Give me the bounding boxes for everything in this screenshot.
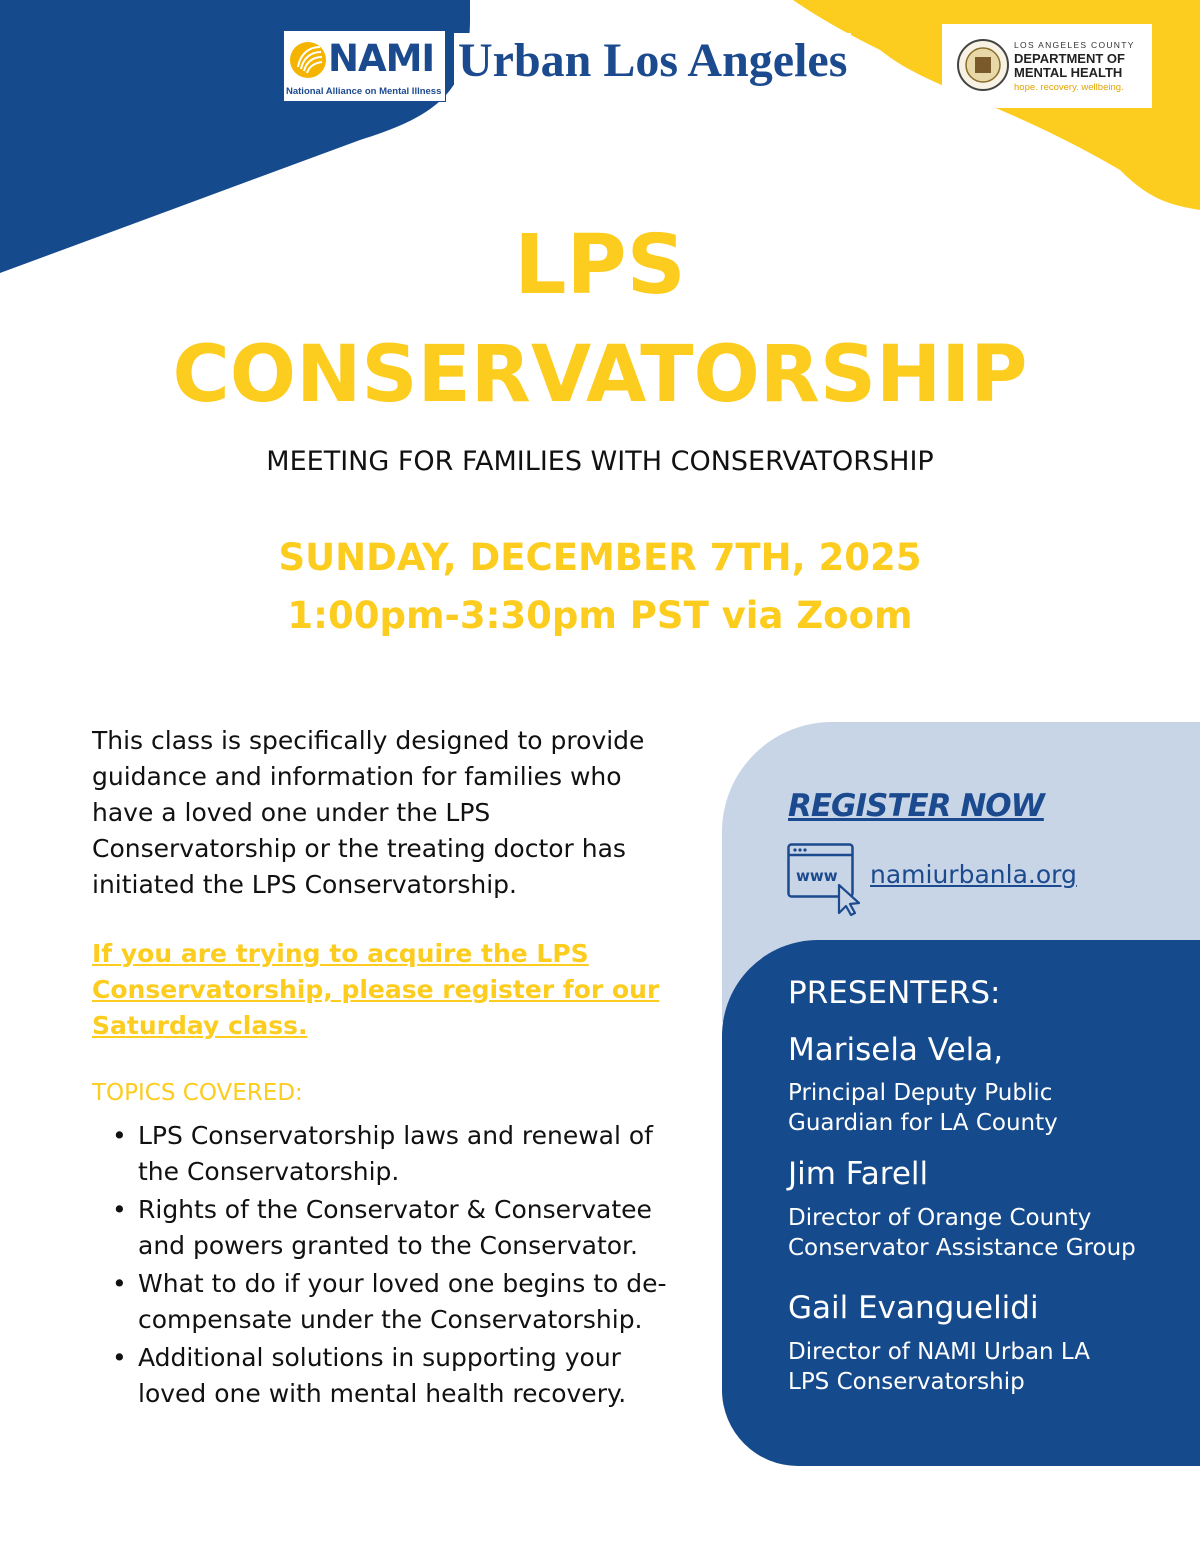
nami-logo (283, 30, 446, 102)
presenter-role-line: LPS Conservatorship (788, 1369, 1025, 1395)
affiliate-name: Urban Los Angeles (454, 33, 851, 92)
event-time: 1:00pm-3:30pm PST via Zoom (287, 594, 913, 637)
topics-list (92, 1118, 672, 1414)
browser-www-icon (787, 843, 863, 917)
nami-tagline: National Alliance on Mental Illness (286, 86, 442, 97)
page-title-line2: CONSERVATORSHIP (172, 330, 1028, 420)
website-link[interactable]: namiurbanla.org (870, 860, 1077, 889)
presenter-role (788, 1203, 1136, 1263)
list-item (92, 1266, 672, 1338)
presenter-name: Marisela Vela, (788, 1032, 1004, 1068)
topic-text: LPS Conservatorship laws and renewal of the Conservatorship. (138, 1121, 653, 1186)
dmh-mental-health-line: MENTAL HEALTH (1014, 65, 1123, 80)
presenter-role-line: Director of Orange County (788, 1205, 1092, 1231)
list-item (92, 1340, 672, 1412)
bullet-icon: • (112, 1121, 127, 1150)
register-now-heading[interactable]: REGISTER NOW (788, 788, 1044, 824)
saturday-class-link[interactable]: If you are trying to acquire the LPS Conservatorship, please register for our Saturday class. (92, 939, 660, 1040)
presenter-role-line: Principal Deputy Public (788, 1080, 1053, 1106)
event-date: SUNDAY, DECEMBER 7TH, 2025 (278, 536, 922, 579)
topic-text: Rights of the Conservator & Conservatee and powers granted to the Conservator. (138, 1195, 652, 1260)
bullet-icon: • (112, 1343, 127, 1372)
list-item (92, 1118, 672, 1190)
bullet-icon: • (112, 1195, 127, 1224)
presenter-name: Gail Evanguelidi (788, 1290, 1039, 1326)
dmh-department-line: DEPARTMENT OF (1014, 51, 1125, 66)
presenter-role (788, 1337, 1090, 1397)
www-icon-text: www (796, 867, 838, 885)
dmh-tagline: hope. recovery. wellbeing. (1014, 82, 1124, 93)
county-seal-icon (956, 38, 1010, 92)
topics-heading: TOPICS COVERED: (92, 1080, 303, 1106)
presenter-role-line: Guardian for LA County (788, 1110, 1058, 1136)
presenter-role (788, 1078, 1058, 1138)
topic-text: Additional solutions in supporting your loved one with mental health recovery. (138, 1343, 627, 1408)
dmh-logo (942, 24, 1152, 108)
bullet-icon: • (112, 1269, 127, 1298)
presenter-role-line: Director of NAMI Urban LA (788, 1339, 1091, 1365)
presenters-heading: PRESENTERS: (788, 975, 1001, 1011)
list-item (92, 1192, 672, 1264)
presenter-name: Jim Farell (788, 1156, 929, 1192)
nami-sunburst-icon (288, 37, 328, 83)
page-title-line1: LPS (514, 218, 686, 313)
dmh-county-line: LOS ANGELES COUNTY (1014, 40, 1135, 50)
intro-paragraph: This class is specifically designed to provide guidance and information for families who have a loved one under the LPS Conservatorship or the treating doctor has initiated the LPS Conservatorship. (92, 726, 645, 899)
nami-wordmark: NAMI (328, 37, 435, 80)
page-subtitle: MEETING FOR FAMILIES WITH CONSERVATORSHIP (266, 446, 934, 477)
topic-text: What to do if your loved one begins to de-compensate under the Conservatorship. (138, 1269, 667, 1334)
presenter-role-line: Conservator Assistance Group (788, 1235, 1136, 1261)
